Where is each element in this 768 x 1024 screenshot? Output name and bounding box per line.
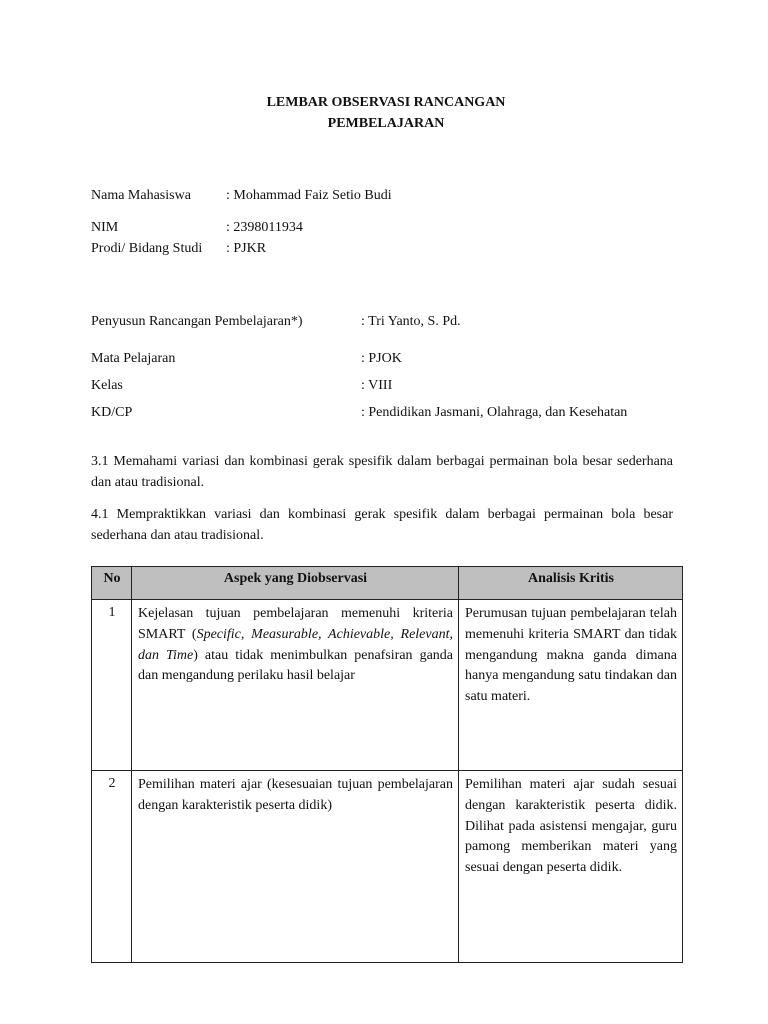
analysis-cell: Pemilihan materi ajar sudah sesuai dengan karakteristik peserta didik. Dilihat pada asistensi mengajar, guru pamong memberikan materi yang sesuai dengan peserta didik. [459,771,683,963]
author-value: : Tri Yanto, S. Pd. [361,314,461,329]
analysis-cell: Perumusan tujuan pembelajaran telah memenuhi kriteria SMART dan tidak mengandung makna ganda dimana hanya mengandung satu tindakan dan satu materi. [459,600,683,771]
subject-value: : PJOK [361,351,402,366]
prodi-label: Prodi/ Bidang Studi [91,241,203,256]
observation-table [91,566,683,963]
aspect-cell [132,600,459,771]
document-title [0,92,768,134]
prodi-value: : PJKR [226,241,267,256]
student-name-label: Nama Mahasiswa [91,188,191,203]
kd-value: : Pendidikan Jasmani, Olahraga, dan Kesehatan [361,405,628,420]
nim-value: : 2398011934 [226,220,303,235]
aspect-cell: Pemilihan materi ajar (kesesuaian tujuan pembelajaran dengan karakteristik peserta didik) [132,771,459,963]
aspect-text-b: ) atau tidak menimbulkan penafsiran ganda dan mengandung perilaku hasil belajar [138,647,453,684]
title-line-1: LEMBAR OBSERVASI RANCANGAN [266,95,506,110]
author-label: Penyusun Rancangan Pembelajaran*) [91,314,303,329]
table-header-row [92,567,683,600]
competency-3-1: 3.1 Memahami variasi dan kombinasi gerak spesifik dalam berbagai permainan bola besar sederhana dan atau tradisional. [91,454,673,490]
table-row [92,600,683,771]
student-name-value: : Mohammad Faiz Setio Budi [226,188,392,203]
nim-label: NIM [91,220,119,235]
kd-label: KD/CP [91,405,133,420]
header-no: No [92,567,132,600]
row-number: 2 [92,771,132,963]
row-number: 1 [92,600,132,771]
class-label: Kelas [91,378,123,393]
header-aspect: Aspek yang Diobservasi [132,567,459,600]
aspect-text-smart: Specific, Measurable, Achievable, Relevant, dan Time [138,626,453,663]
header-analysis: Analisis Kritis [459,567,683,600]
class-value: : VIII [361,378,393,393]
subject-label: Mata Pelajaran [91,351,176,366]
table-row [92,771,683,963]
title-line-2: PEMBELAJARAN [327,116,445,131]
competency-4-1: 4.1 Mempraktikkan variasi dan kombinasi gerak spesifik dalam berbagai permainan bola besar sederhana dan atau tradisional. [91,507,673,543]
aspect-text-a: Kejelasan tujuan pembelajaran memenuhi kriteria SMART ( [138,606,453,642]
